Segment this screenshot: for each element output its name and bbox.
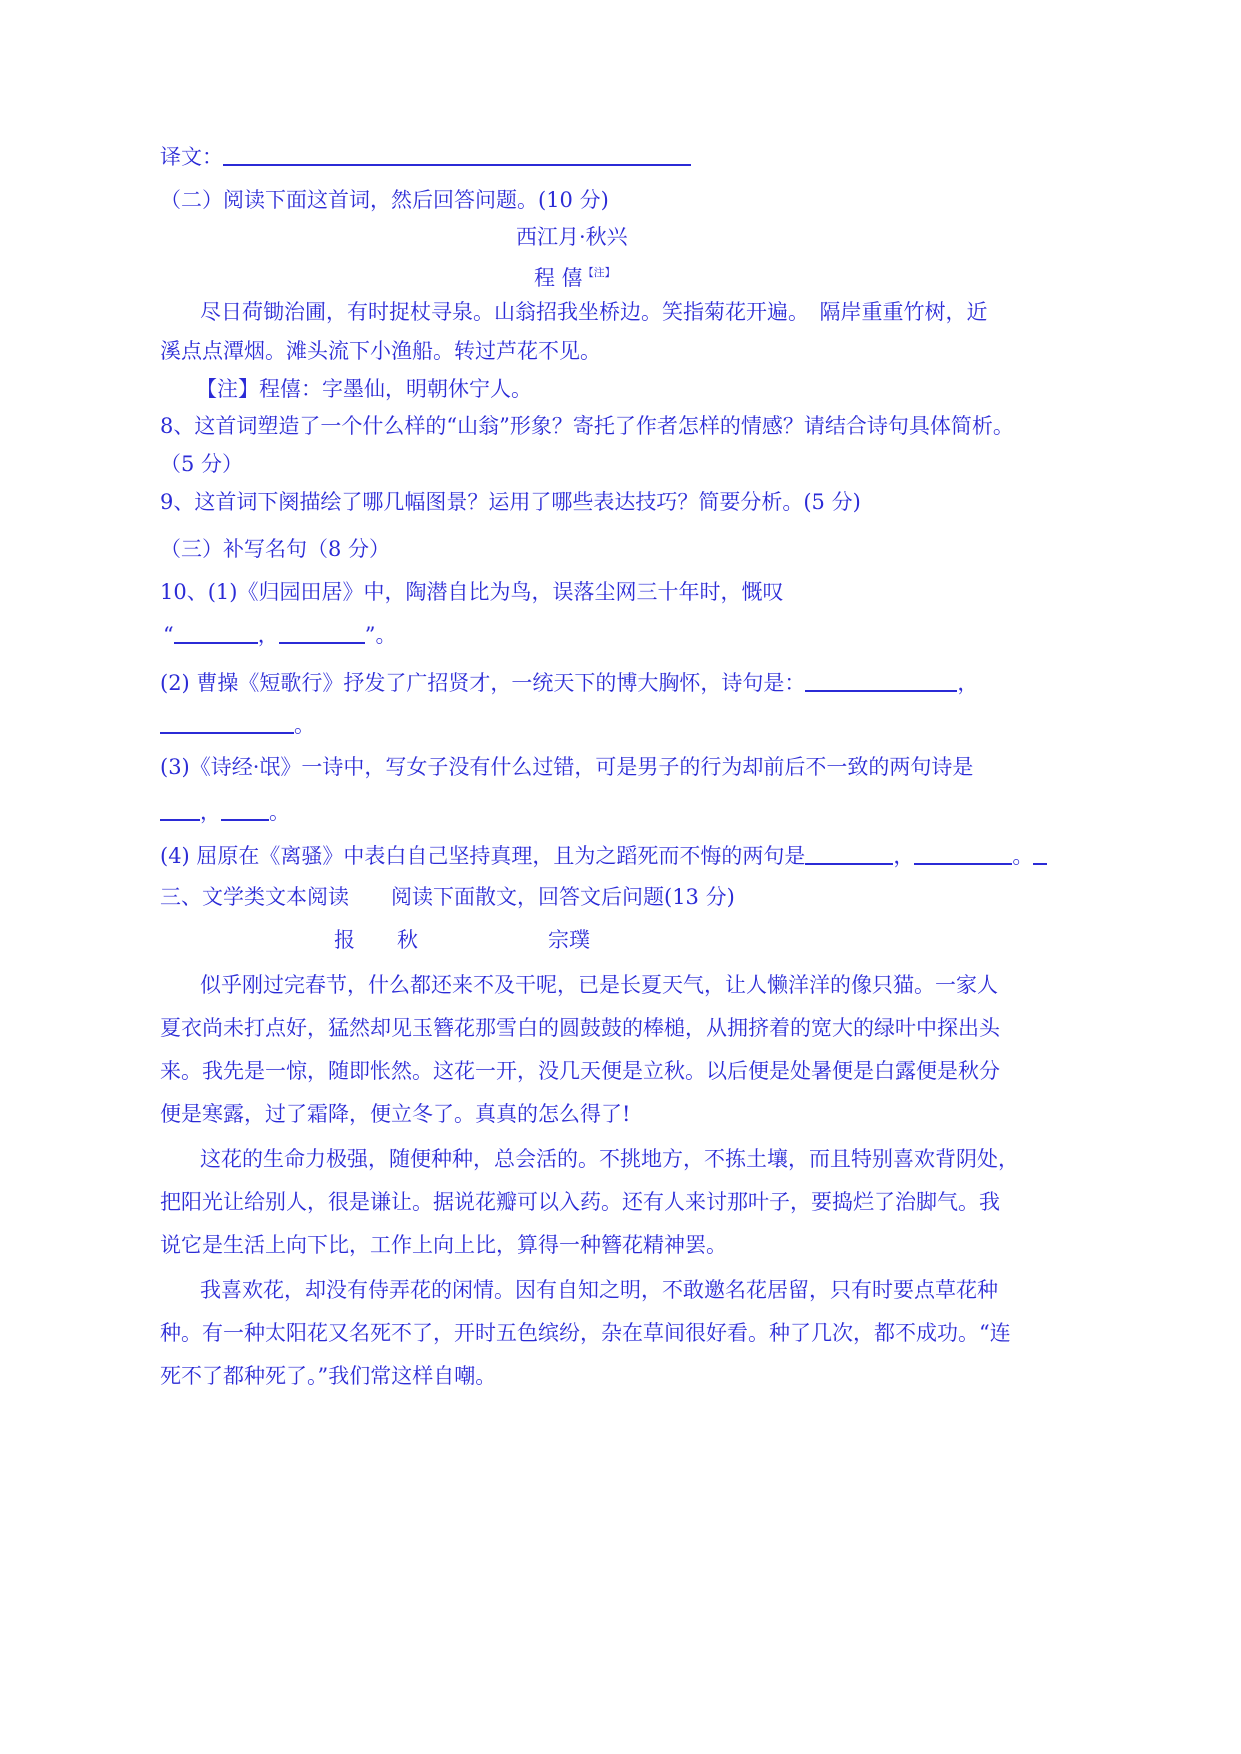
answer-blank [160, 710, 294, 734]
essay-p1-line-4: 便是寒露，过了霜降，便立冬了。真真的怎么得了! [160, 1102, 631, 1126]
author-note-mark: 【注】 [582, 266, 616, 279]
question-10-4-row [160, 841, 1047, 870]
poem-note: 【注】程僖：字墨仙，明朝休宁人。 [196, 377, 532, 401]
answer-blank [160, 797, 200, 821]
essay-author: 宗璞 [548, 928, 590, 952]
poem-author-row [534, 259, 616, 292]
question-10-3: (3)《诗经·氓》一诗中，写女子没有什么过错，可是男子的行为却前后不一致的两句诗是 [160, 755, 974, 779]
essay-p3-line-2: 种。有一种太阳花又名死不了，开时五色缤纷，杂在草间很好看。种了几次，都不成功。“连 [160, 1321, 1011, 1345]
poem-line-1: 尽日荷锄治圃，有时捉杖寻泉。山翁招我坐桥边。笑指菊花开遍。 隔岸重重竹树，近 [200, 300, 988, 324]
question-10-3-answer-row [160, 797, 290, 826]
essay-p2-line-2: 把阳光让给别人，很是谦让。据说花瓣可以入药。还有人来讨那叶子，要捣烂了治脚气。我 [160, 1190, 1000, 1214]
comma: ， [957, 671, 979, 695]
poem-title: 西江月·秋兴 [516, 225, 628, 249]
question-9: 9、这首词下阕描绘了哪几幅图景？运用了哪些表达技巧？简要分析。(5 分) [160, 490, 861, 514]
section2-heading: （二）阅读下面这首词，然后回答问题。(10 分) [160, 188, 609, 212]
part3-heading: 三、文学类文本阅读 阅读下面散文，回答文后问题(13 分) [160, 885, 735, 909]
answer-blank [914, 841, 1012, 865]
comma: ， [893, 844, 915, 868]
essay-p1-line-2: 夏衣尚未打点好，猛然却见玉簪花那雪白的圆鼓鼓的棒槌，从拥挤着的宽大的绿叶中探出头 [160, 1016, 1000, 1040]
answer-blank [805, 668, 957, 692]
question-10-1-answer-row [163, 620, 397, 649]
open-quote: “ [163, 623, 174, 647]
period: 。 [269, 800, 290, 824]
answer-blank [805, 841, 893, 865]
answer-blank [1033, 841, 1047, 865]
translation-row [160, 142, 691, 171]
question-8-line-1: 8、这首词塑造了一个什么样的“山翁”形象？寄托了作者怎样的情感？请结合诗句具体简析。 [160, 414, 1014, 438]
translation-label: 译文： [160, 145, 223, 169]
essay-title: 报 秋 [334, 928, 418, 952]
answer-blank [279, 620, 365, 644]
answer-blank [174, 620, 258, 644]
comma: ， [200, 800, 221, 824]
period: 。 [294, 713, 315, 737]
section3-heading: （三）补写名句（8 分） [160, 537, 391, 561]
essay-p3-line-3: 死不了都种死了。”我们常这样自嘲。 [160, 1364, 497, 1388]
comma: ， [257, 623, 279, 647]
essay-p3-line-1: 我喜欢花，却没有侍弄花的闲情。因有自知之明，不敢邀名花居留，只有时要点草花种 [200, 1278, 998, 1302]
essay-p1-line-3: 来。我先是一惊，随即怅然。这花一开，没几天便是立秋。以后便是处暑便是白露便是秋分 [160, 1059, 1000, 1083]
essay-p2-line-1: 这花的生命力极强，随便种种，总会活的。不挑地方，不拣土壤，而且特别喜欢背阴处， [200, 1147, 1019, 1171]
question-8-line-2: （5 分） [160, 452, 244, 476]
close-quote: ”。 [364, 623, 397, 647]
question-10-2-row [160, 668, 978, 697]
answer-blank [221, 797, 269, 821]
period: 。 [1012, 844, 1034, 868]
essay-p1-line-1: 似乎刚过完春节，什么都还来不及干呢，已是长夏天气，让人懒洋洋的像只猫。一家人 [200, 973, 998, 997]
essay-p2-line-3: 说它是生活上向下比，工作上向上比，算得一种簪花精神罢。 [160, 1233, 727, 1257]
question-10-2: (2) 曹操《短歌行》抒发了广招贤才，一统天下的博大胸怀，诗句是： [160, 671, 806, 695]
poem-author: 程 僖 [534, 266, 583, 290]
question-10-1: 10、(1)《归园田居》中，陶潜自比为鸟，误落尘网三十年时，慨叹 [160, 580, 784, 604]
question-10-2-row-2 [160, 710, 315, 739]
poem-line-2: 溪点点潭烟。滩头流下小渔船。转过芦花不见。 [160, 339, 601, 363]
translation-blank [223, 142, 691, 166]
question-10-4: (4) 屈原在《离骚》中表白自己坚持真理，且为之蹈死而不悔的两句是 [160, 844, 806, 868]
